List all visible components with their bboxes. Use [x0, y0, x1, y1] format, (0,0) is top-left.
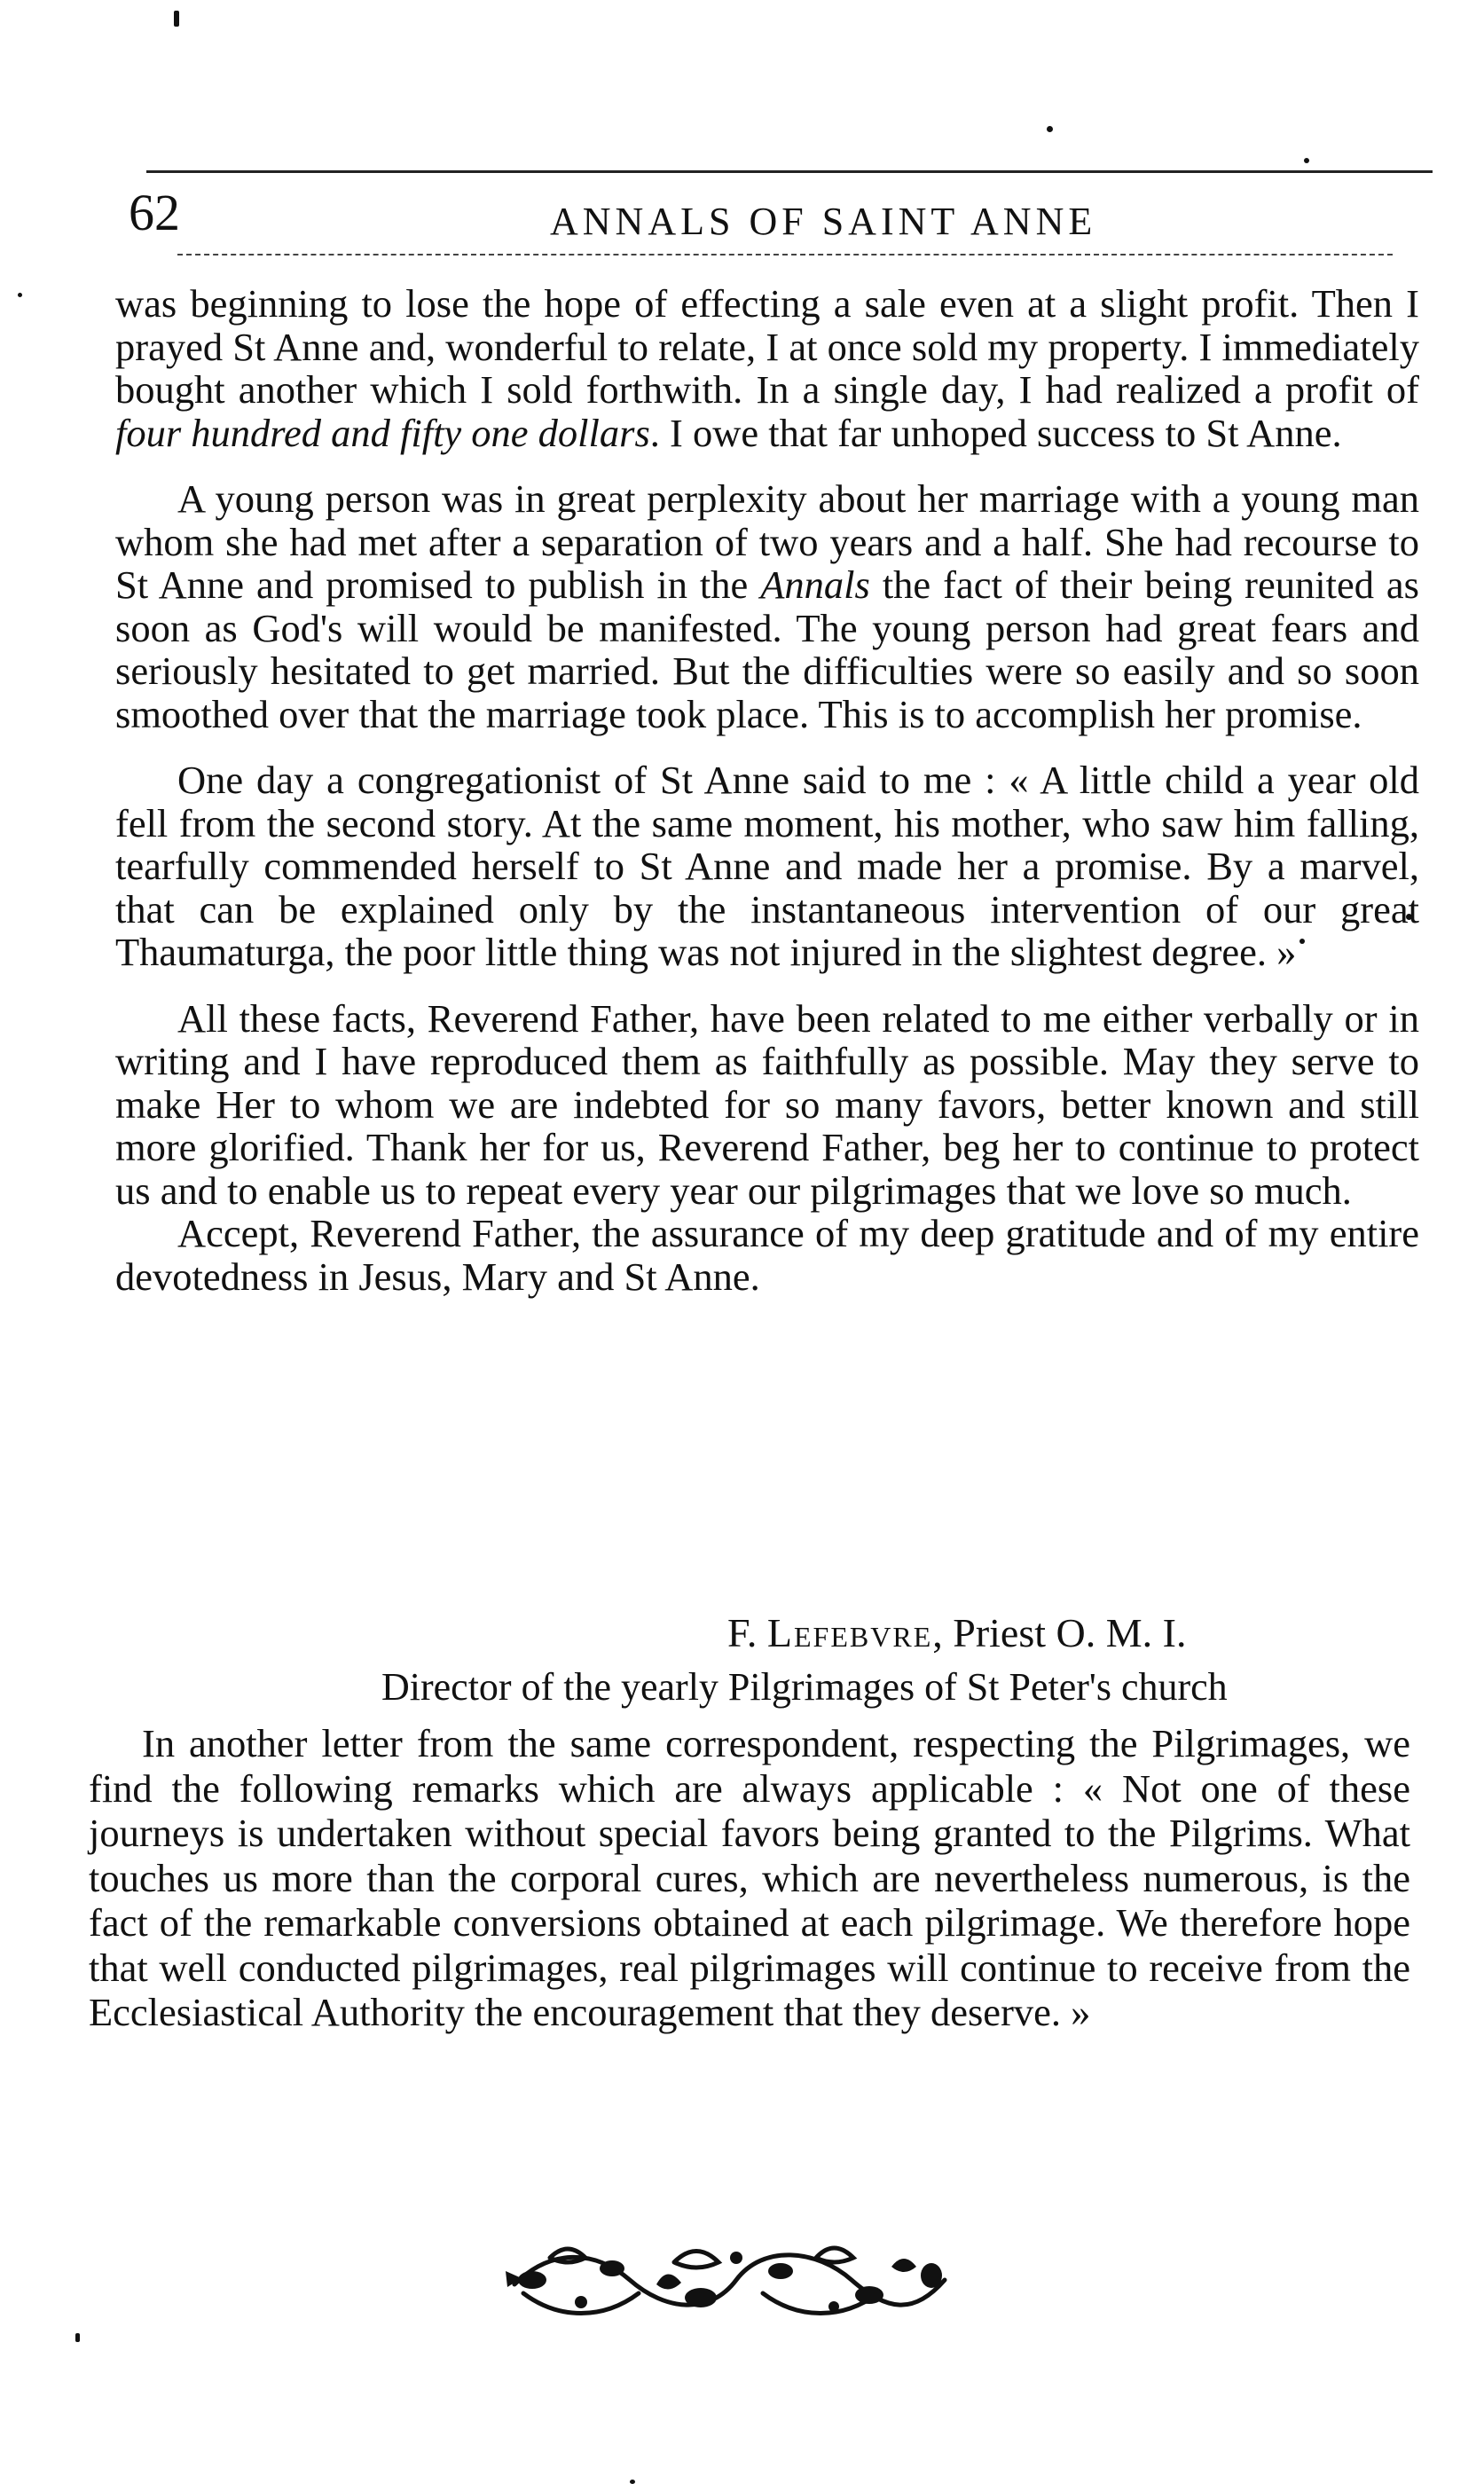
header-rule-bottom	[177, 254, 1393, 255]
paragraph-sale-profit	[115, 282, 1419, 454]
running-title: ANNALS OF SAINT ANNE	[550, 200, 1097, 243]
paragraph-child-fall: One day a congregationist of St Anne said to me : « A little child a year old fell from the second story. At the same moment, his mother, who saw him falling, tearfully commended herself to St Anne and made her a promise. By a marvel, that can be explained only by the instantaneous intervention of our great Thaumaturga, the poor little thing was not injured in the slightest degree. »	[115, 758, 1419, 974]
paragraph-pilgrimages: In another letter from the same correspondent, respecting the Pilgrimages, we find the following remarks which are always applicable : « Not one of these journeys is undertaken without special favors being granted to the Pilgrims. What touches us more than the corporal cures, which are nevertheless numerous, is the fact of the remarkable conversions obtained at each pilgrimage. We therefore hope that well conducted pilgrimages, real pilgrimages will continue to receive from the Ecclesiastical Authority the encouragement that they deserve. »	[89, 1721, 1410, 2034]
signature-title: Director of the yearly Pilgrimages of St Peter's church	[381, 1665, 1228, 1709]
scan-speck	[630, 2480, 635, 2484]
closing-text	[89, 1721, 1410, 2035]
paragraph-accept: Accept, Reverend Father, the assurance of my deep gratitude and of my entire devotedness in Jesus, Mary and St Anne.	[115, 1211, 1419, 1299]
paragraph-marriage	[115, 477, 1419, 735]
scan-speck	[75, 2333, 80, 2342]
scan-speck	[1304, 158, 1309, 163]
scan-speck	[174, 11, 179, 27]
scan-speck	[18, 293, 22, 297]
text-run: A young person was in great perplexity about her marriage with a young man whom she had met after a separation of two years and a half. She had recourse to St Anne and promised to publish in the	[115, 476, 1419, 607]
body-text	[115, 282, 1419, 1321]
text-run: was beginning to lose the hope of effecting a sale even at a slight profit. Then I prayed St Anne and, wonderful to relate, I at once sold my property. I immediately bought another which I sold forthwith. In a single day, I had realized a profit of	[115, 281, 1419, 412]
header-rule-top	[146, 170, 1433, 173]
floral-tailpiece-icon	[497, 2231, 958, 2333]
signature-initial: F.	[727, 1610, 758, 1655]
signature-surname: Lefebvre	[766, 1610, 933, 1655]
page-number: 62	[129, 184, 180, 241]
paragraph-facts: All these facts, Reverend Father, have been related to me either verbally or in writing and I have reproduced them as faithfully as possible. May they serve to make Her to whom we are indebted for so many favors, better known and still more glorified. Thank her for us, Reverend Father, beg her to continue to protect us and to enable us to repeat every year our pilgrimages that we love so much.	[115, 995, 1419, 1213]
floral-tailpiece-icon	[497, 2231, 958, 2333]
text-run: . I owe that far unhoped success to St Anne.	[649, 410, 1342, 455]
signature-name	[727, 1610, 1186, 1656]
signature-rank: , Priest O. M. I.	[932, 1610, 1187, 1655]
emphasis-amount: four hundred and fifty one dollars	[115, 410, 650, 455]
emphasis-annals: Annals	[760, 562, 870, 607]
scan-speck	[1047, 126, 1053, 132]
text-run: the fact of their being reunited as soon as God's will would be manifested. The young person had great fears and seriously hesitated to get married. But the difficulties were so easily and so soon smoothed over that the marriage took place. This is to accomplish her promise.	[115, 562, 1419, 736]
